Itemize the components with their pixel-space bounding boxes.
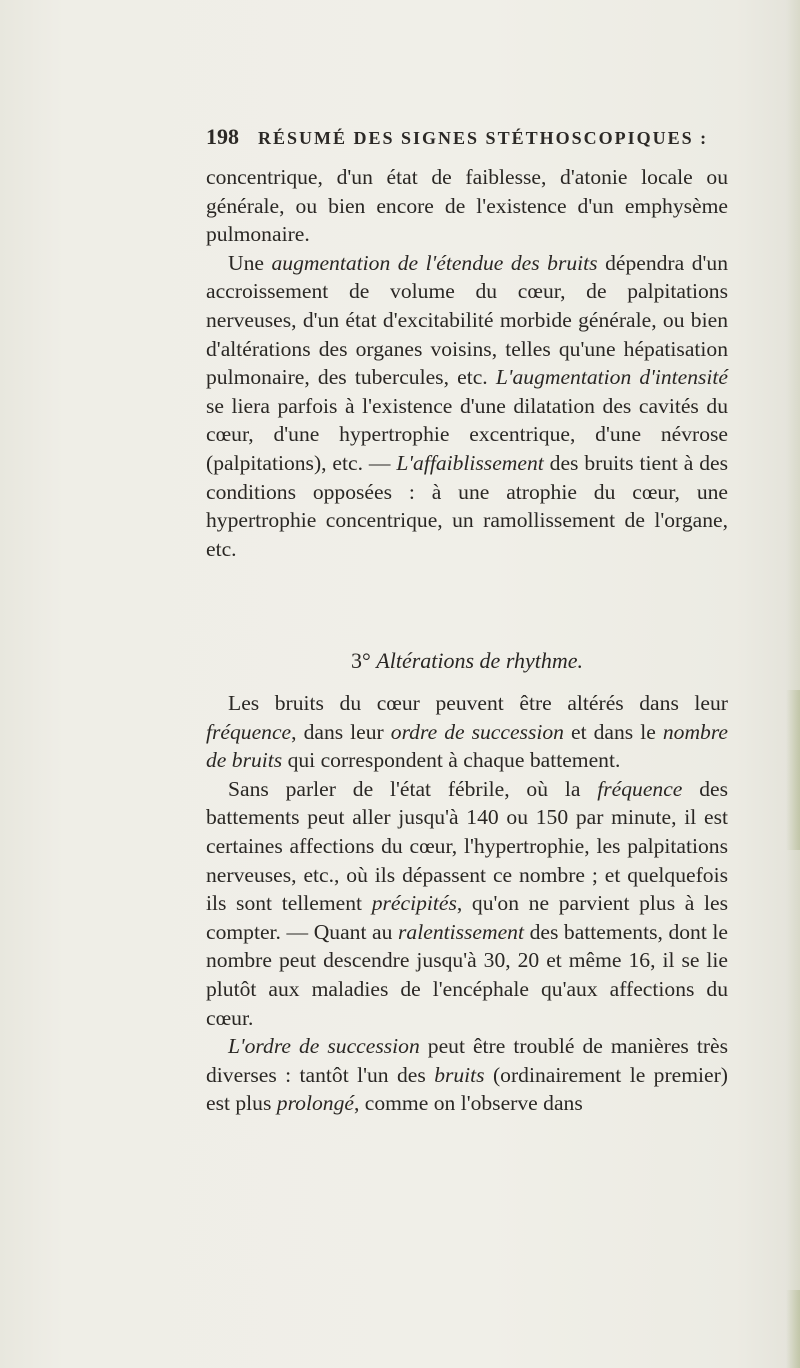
italic-phrase: fréquence: [206, 719, 292, 744]
text-run: qui correspondent à chaque battement.: [282, 748, 621, 773]
italic-phrase: ordre de succession: [390, 719, 564, 744]
section-title: Altérations de rhythme.: [376, 648, 584, 673]
running-title: RÉSUMÉ DES SIGNES STÉTHOSCOPIQUES :: [258, 128, 709, 148]
paragraph: [206, 775, 728, 1032]
section-heading: [206, 648, 728, 674]
page-edge-stain: [786, 0, 800, 1368]
italic-phrase: ralentissement: [398, 919, 524, 944]
italic-phrase: prolongé: [276, 1091, 354, 1116]
text-run: , qu'on ne parvient plus à les compter. — Quant au: [206, 891, 728, 944]
text-run: (ordinairement le premier) est plus: [206, 1062, 729, 1116]
italic-phrase: bruits: [434, 1062, 485, 1087]
text-run: concentrique, d'un état de faiblesse, d'atonie locale ou générale, ou bien encore de l'existence d'un emphysème pulmonaire.: [206, 165, 728, 247]
paragraph: [206, 163, 728, 249]
text-run: des battements, dont le nombre peut descendre jusqu'à 30, 20 et même 16, il se lie plutôt aux maladies de l'encéphale qu'aux affections du cœur.: [206, 919, 729, 1030]
section-number: 3°: [350, 648, 371, 673]
text-run: Une: [228, 250, 272, 275]
running-header: [206, 124, 726, 150]
italic-phrase: précipités: [371, 891, 457, 916]
italic-phrase: L'ordre de succession: [228, 1034, 420, 1059]
body-text-bottom: [206, 689, 728, 1118]
italic-phrase: nombre de bruits: [206, 719, 729, 773]
text-run: Sans parler de l'état fébrile, où la: [228, 776, 598, 801]
text-run: et dans le: [563, 719, 663, 744]
page-edge-stain: [786, 1290, 800, 1368]
italic-phrase: L'augmentation d'intensité: [495, 365, 728, 390]
text-run: des bruits tient à des conditions opposées : à une atrophie du cœur, une hypertrophie concentrique, un ramollissement de l'organe, etc.: [206, 450, 728, 561]
text-run: , dans leur: [291, 719, 391, 744]
text-run: , comme on l'observe dans: [353, 1091, 583, 1116]
page-number: 198: [206, 124, 239, 149]
text-run: dépendra d'un accroissement de volume du cœur, de palpitations nerveuses, d'un état d'excitabilité morbide générale, ou bien d'altérations des organes voisins, telles qu'une hépatisation pulmonaire, des tubercules, etc.: [206, 250, 728, 390]
paragraph: [206, 249, 728, 564]
text-run: Les bruits du cœur peuvent être altérés dans leur: [228, 691, 728, 715]
text-run: peut être troublé de manières très diverses : tantôt l'un des: [206, 1034, 729, 1087]
paragraph: [206, 1032, 728, 1118]
italic-phrase: fréquence: [597, 776, 683, 801]
page-edge-stain: [786, 690, 800, 850]
italic-phrase: L'affaiblissement: [396, 450, 544, 475]
paragraph: [206, 689, 728, 775]
italic-phrase: augmentation de l'étendue des bruits: [271, 250, 598, 275]
body-text-top: [206, 163, 728, 563]
text-run: se liera parfois à l'existence d'une dilatation des cavités du cœur, d'une hypertrophie excentrique, d'une névrose (palpitations), etc. —: [206, 393, 728, 475]
text-run: des battements peut aller jusqu'à 140 ou 150 par minute, il est certaines affections du cœur, l'hypertrophie, les palpitations nerveuses, etc., où ils dépassent ce nombre ; et quelquefois ils sont tellement: [206, 776, 728, 916]
